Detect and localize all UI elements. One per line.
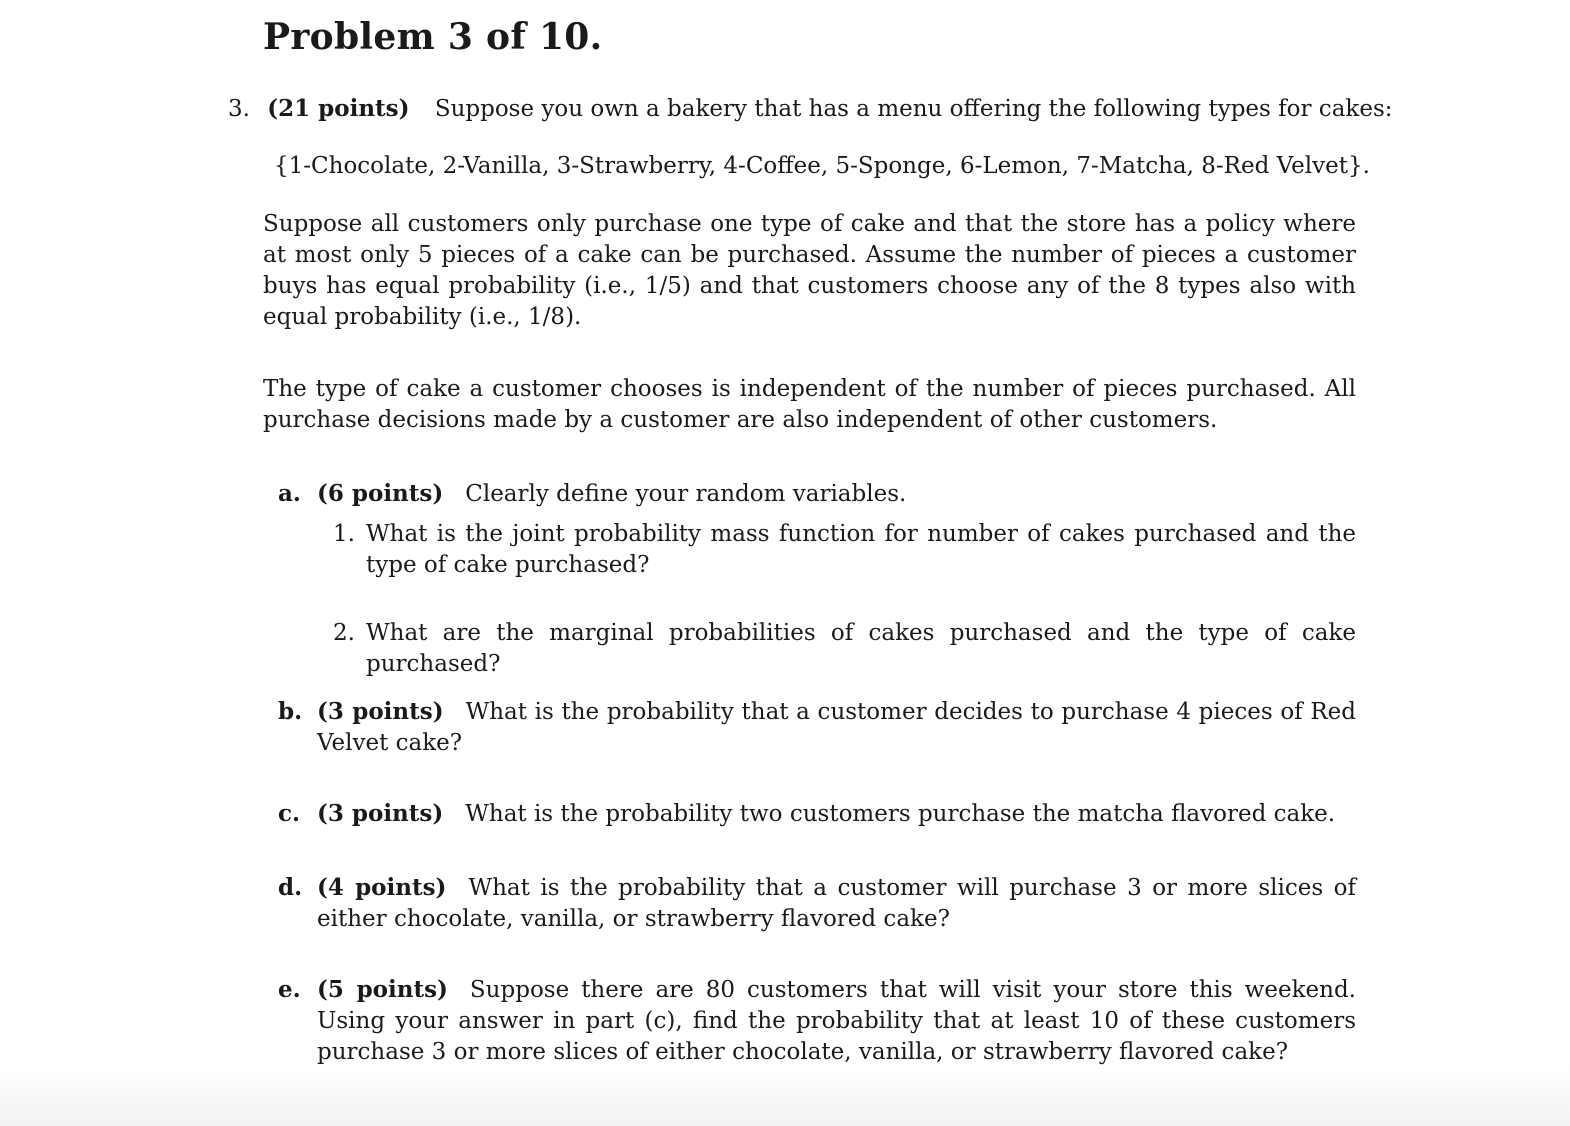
problem-intro: Suppose you own a bakery that has a menu offering the following types for cakes:: [434, 96, 1393, 122]
subitem-text: What is the joint probability mass function for number of cakes purchased and the type of cake purchased?: [366, 521, 1356, 578]
page-bottom-shadow: [0, 1066, 1570, 1126]
page-title: Problem 3 of 10.: [263, 16, 603, 58]
subitem-number: 2.: [333, 620, 355, 646]
part-e-label: e.: [278, 976, 301, 1003]
part-c: [278, 798, 1356, 830]
part-e-text: Suppose there are 80 customers that will visit your store this weekend. Using your answer in part (c), find the probability that at least 10 of these customers purchase 3 or more slices of either chocolate, vanilla, or strawberry flavored cake?: [317, 977, 1356, 1065]
part-a-subitem-2: [333, 618, 1356, 680]
problem-paragraph-2: The type of cake a customer chooses is independent of the number of pieces purchased. All purchase decisions made by a customer are also independent of other customers.: [263, 376, 1356, 433]
problem-header: [228, 93, 1393, 125]
cake-type-set: {1-Chocolate, 2-Vanilla, 3-Strawberry, 4-Coffee, 5-Sponge, 6-Lemon, 7-Matcha, 8-Red Velvet}.: [274, 153, 1370, 179]
part-c-label: c.: [278, 800, 301, 827]
part-b: [278, 696, 1356, 759]
part-a-text: Clearly define your random variables.: [465, 481, 907, 507]
problem-paragraph-1: Suppose all customers only purchase one type of cake and that the store has a policy where at most only 5 pieces of a cake can be purchased. Assume the number of pieces a customer buys has equal probability (i.e., 1/5) and that customers choose any of the 8 types also with equal probability (i.e., 1/8).: [263, 211, 1356, 330]
part-d: [278, 872, 1356, 935]
part-b-points: (3 points): [317, 698, 444, 725]
part-d-label: d.: [278, 874, 303, 901]
part-b-text: What is the probability that a customer decides to purchase 4 pieces of Red Velvet cake?: [317, 699, 1356, 756]
part-c-text: What is the probability two customers purchase the matcha flavored cake.: [465, 801, 1336, 827]
part-e-points: (5 points): [317, 976, 448, 1003]
part-a: [278, 478, 1356, 510]
part-b-label: b.: [278, 698, 303, 725]
part-e: [278, 974, 1356, 1068]
problem-number: 3.: [228, 96, 250, 122]
part-a-label: a.: [278, 480, 301, 507]
subitem-text: What are the marginal probabilities of cakes purchased and the type of cake purchased?: [366, 620, 1356, 677]
problem-points: (21 points): [267, 95, 410, 122]
subitem-number: 1.: [333, 521, 355, 547]
part-a-points: (6 points): [317, 480, 444, 507]
part-c-points: (3 points): [317, 800, 444, 827]
part-d-points: (4 points): [317, 874, 447, 901]
part-d-text: What is the probability that a customer will purchase 3 or more slices of either chocolate, vanilla, or strawberry flavored cake?: [317, 875, 1356, 932]
part-a-subitem-1: [333, 519, 1356, 581]
